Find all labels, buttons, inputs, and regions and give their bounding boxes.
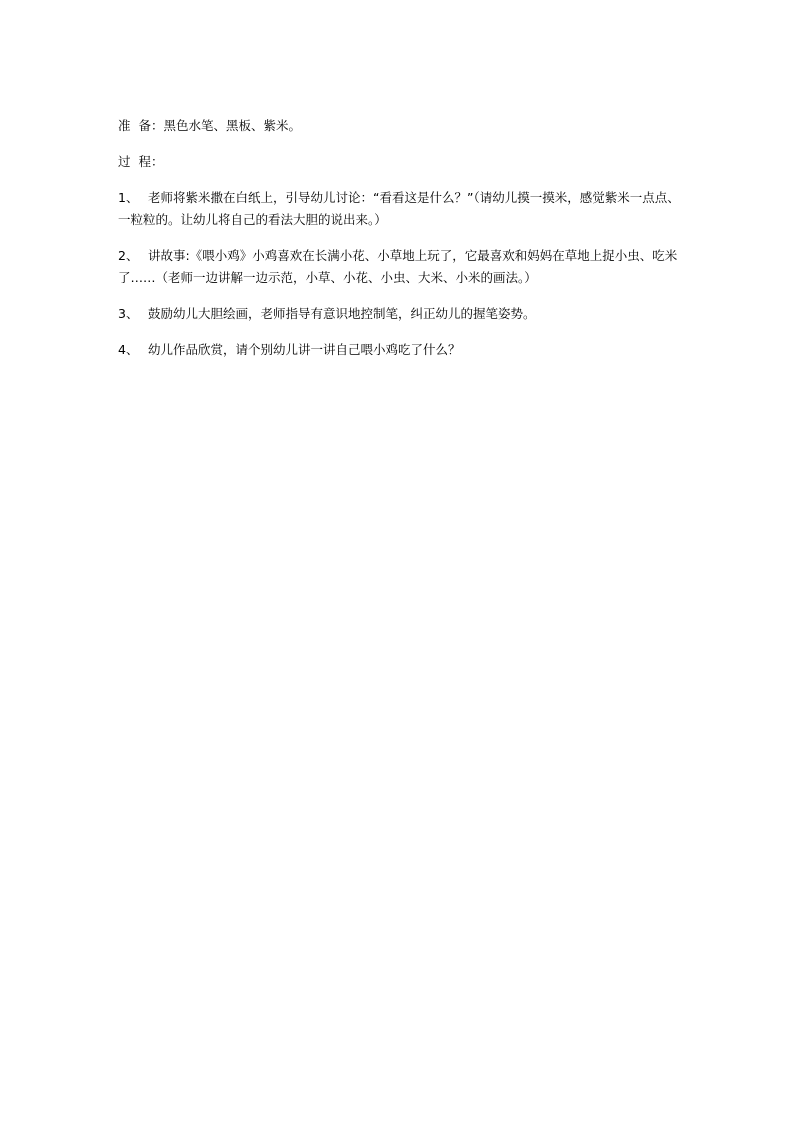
step-text: 鼓励幼儿大胆绘画，老师指导有意识地控制笔，纠正幼儿的握笔姿势。: [148, 306, 536, 321]
step-item: [118, 303, 680, 325]
preparation-line: 准 备：黑色水笔、黑板、紫米。: [118, 118, 301, 133]
step-item: [118, 339, 680, 361]
step-number: 3、: [118, 306, 139, 321]
step-text: 讲故事:《喂小鸡》小鸡喜欢在长满小花、小草地上玩了，它最喜欢和妈妈在草地上捉小虫、吃米了……（老师一边讲解一边示范，小草、小花、小虫、大米、小米的画法。）: [118, 248, 678, 285]
step-number: 1、: [118, 190, 139, 205]
step-text: 幼儿作品欣赏，请个别幼儿讲一讲自己喂小鸡吃了什么？: [148, 342, 461, 357]
step-text: 老师将紫米撒在白纸上，引导幼儿讨论：“看看这是什么？”（请幼儿摸一摸米，感觉紫米一点点、一粒粒的。让幼儿将自己的看法大胆的说出来。）: [118, 190, 680, 227]
step-number: 4、: [118, 342, 139, 357]
document-body: [118, 115, 680, 375]
step-number: 2、: [118, 248, 139, 263]
step-item: [118, 245, 680, 289]
process-heading: 过 程：: [118, 154, 164, 169]
step-item: [118, 187, 680, 231]
